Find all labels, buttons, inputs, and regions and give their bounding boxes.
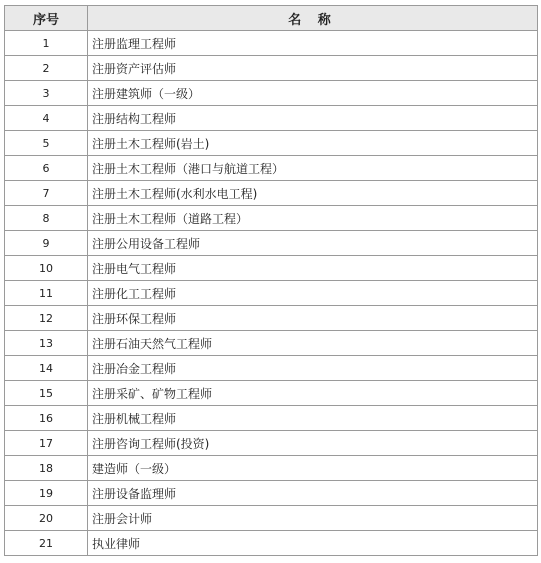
row-name: 注册监理工程师 — [88, 31, 538, 56]
row-serial-number: 8 — [5, 206, 88, 231]
row-name: 注册机械工程师 — [88, 406, 538, 431]
row-serial-number: 10 — [5, 256, 88, 281]
table-row — [5, 531, 538, 556]
table-row — [5, 206, 538, 231]
row-serial-number: 9 — [5, 231, 88, 256]
row-serial-number: 18 — [5, 456, 88, 481]
row-name: 注册石油天然气工程师 — [88, 331, 538, 356]
row-name: 注册冶金工程师 — [88, 356, 538, 381]
table-row — [5, 281, 538, 306]
table-body — [5, 31, 538, 556]
row-serial-number: 7 — [5, 181, 88, 206]
row-name: 注册电气工程师 — [88, 256, 538, 281]
table-row — [5, 306, 538, 331]
row-name: 注册土木工程师(岩土) — [88, 131, 538, 156]
row-serial-number: 11 — [5, 281, 88, 306]
row-name: 注册公用设备工程师 — [88, 231, 538, 256]
table-row — [5, 331, 538, 356]
row-serial-number: 16 — [5, 406, 88, 431]
row-name: 注册结构工程师 — [88, 106, 538, 131]
row-name: 注册资产评估师 — [88, 56, 538, 81]
row-name: 注册土木工程师(水利水电工程) — [88, 181, 538, 206]
row-serial-number: 4 — [5, 106, 88, 131]
table-row — [5, 131, 538, 156]
row-serial-number: 3 — [5, 81, 88, 106]
row-name: 注册会计师 — [88, 506, 538, 531]
row-serial-number: 6 — [5, 156, 88, 181]
row-name: 注册土木工程师（港口与航道工程） — [88, 156, 538, 181]
row-name: 注册化工工程师 — [88, 281, 538, 306]
table-row — [5, 356, 538, 381]
table-row — [5, 481, 538, 506]
table-row — [5, 181, 538, 206]
header-serial-number: 序号 — [5, 6, 88, 31]
row-serial-number: 12 — [5, 306, 88, 331]
row-name: 注册建筑师（一级） — [88, 81, 538, 106]
row-name: 注册咨询工程师(投资) — [88, 431, 538, 456]
table-row — [5, 31, 538, 56]
table-row — [5, 406, 538, 431]
table-row — [5, 156, 538, 181]
row-serial-number: 19 — [5, 481, 88, 506]
row-serial-number: 5 — [5, 131, 88, 156]
row-serial-number: 14 — [5, 356, 88, 381]
row-name: 执业律师 — [88, 531, 538, 556]
qualification-table — [4, 5, 538, 556]
table-row — [5, 231, 538, 256]
table-row — [5, 381, 538, 406]
row-name: 建造师（一级） — [88, 456, 538, 481]
header-name: 名 称 — [88, 6, 538, 31]
row-name: 注册环保工程师 — [88, 306, 538, 331]
table-row — [5, 456, 538, 481]
table-header-row — [5, 6, 538, 31]
row-serial-number: 20 — [5, 506, 88, 531]
row-serial-number: 13 — [5, 331, 88, 356]
row-name: 注册设备监理师 — [88, 481, 538, 506]
row-serial-number: 1 — [5, 31, 88, 56]
row-name: 注册采矿、矿物工程师 — [88, 381, 538, 406]
table-row — [5, 56, 538, 81]
row-serial-number: 15 — [5, 381, 88, 406]
table-row — [5, 506, 538, 531]
table-row — [5, 106, 538, 131]
row-serial-number: 21 — [5, 531, 88, 556]
row-name: 注册土木工程师（道路工程） — [88, 206, 538, 231]
table-row — [5, 431, 538, 456]
row-serial-number: 2 — [5, 56, 88, 81]
row-serial-number: 17 — [5, 431, 88, 456]
table-row — [5, 81, 538, 106]
table-row — [5, 256, 538, 281]
